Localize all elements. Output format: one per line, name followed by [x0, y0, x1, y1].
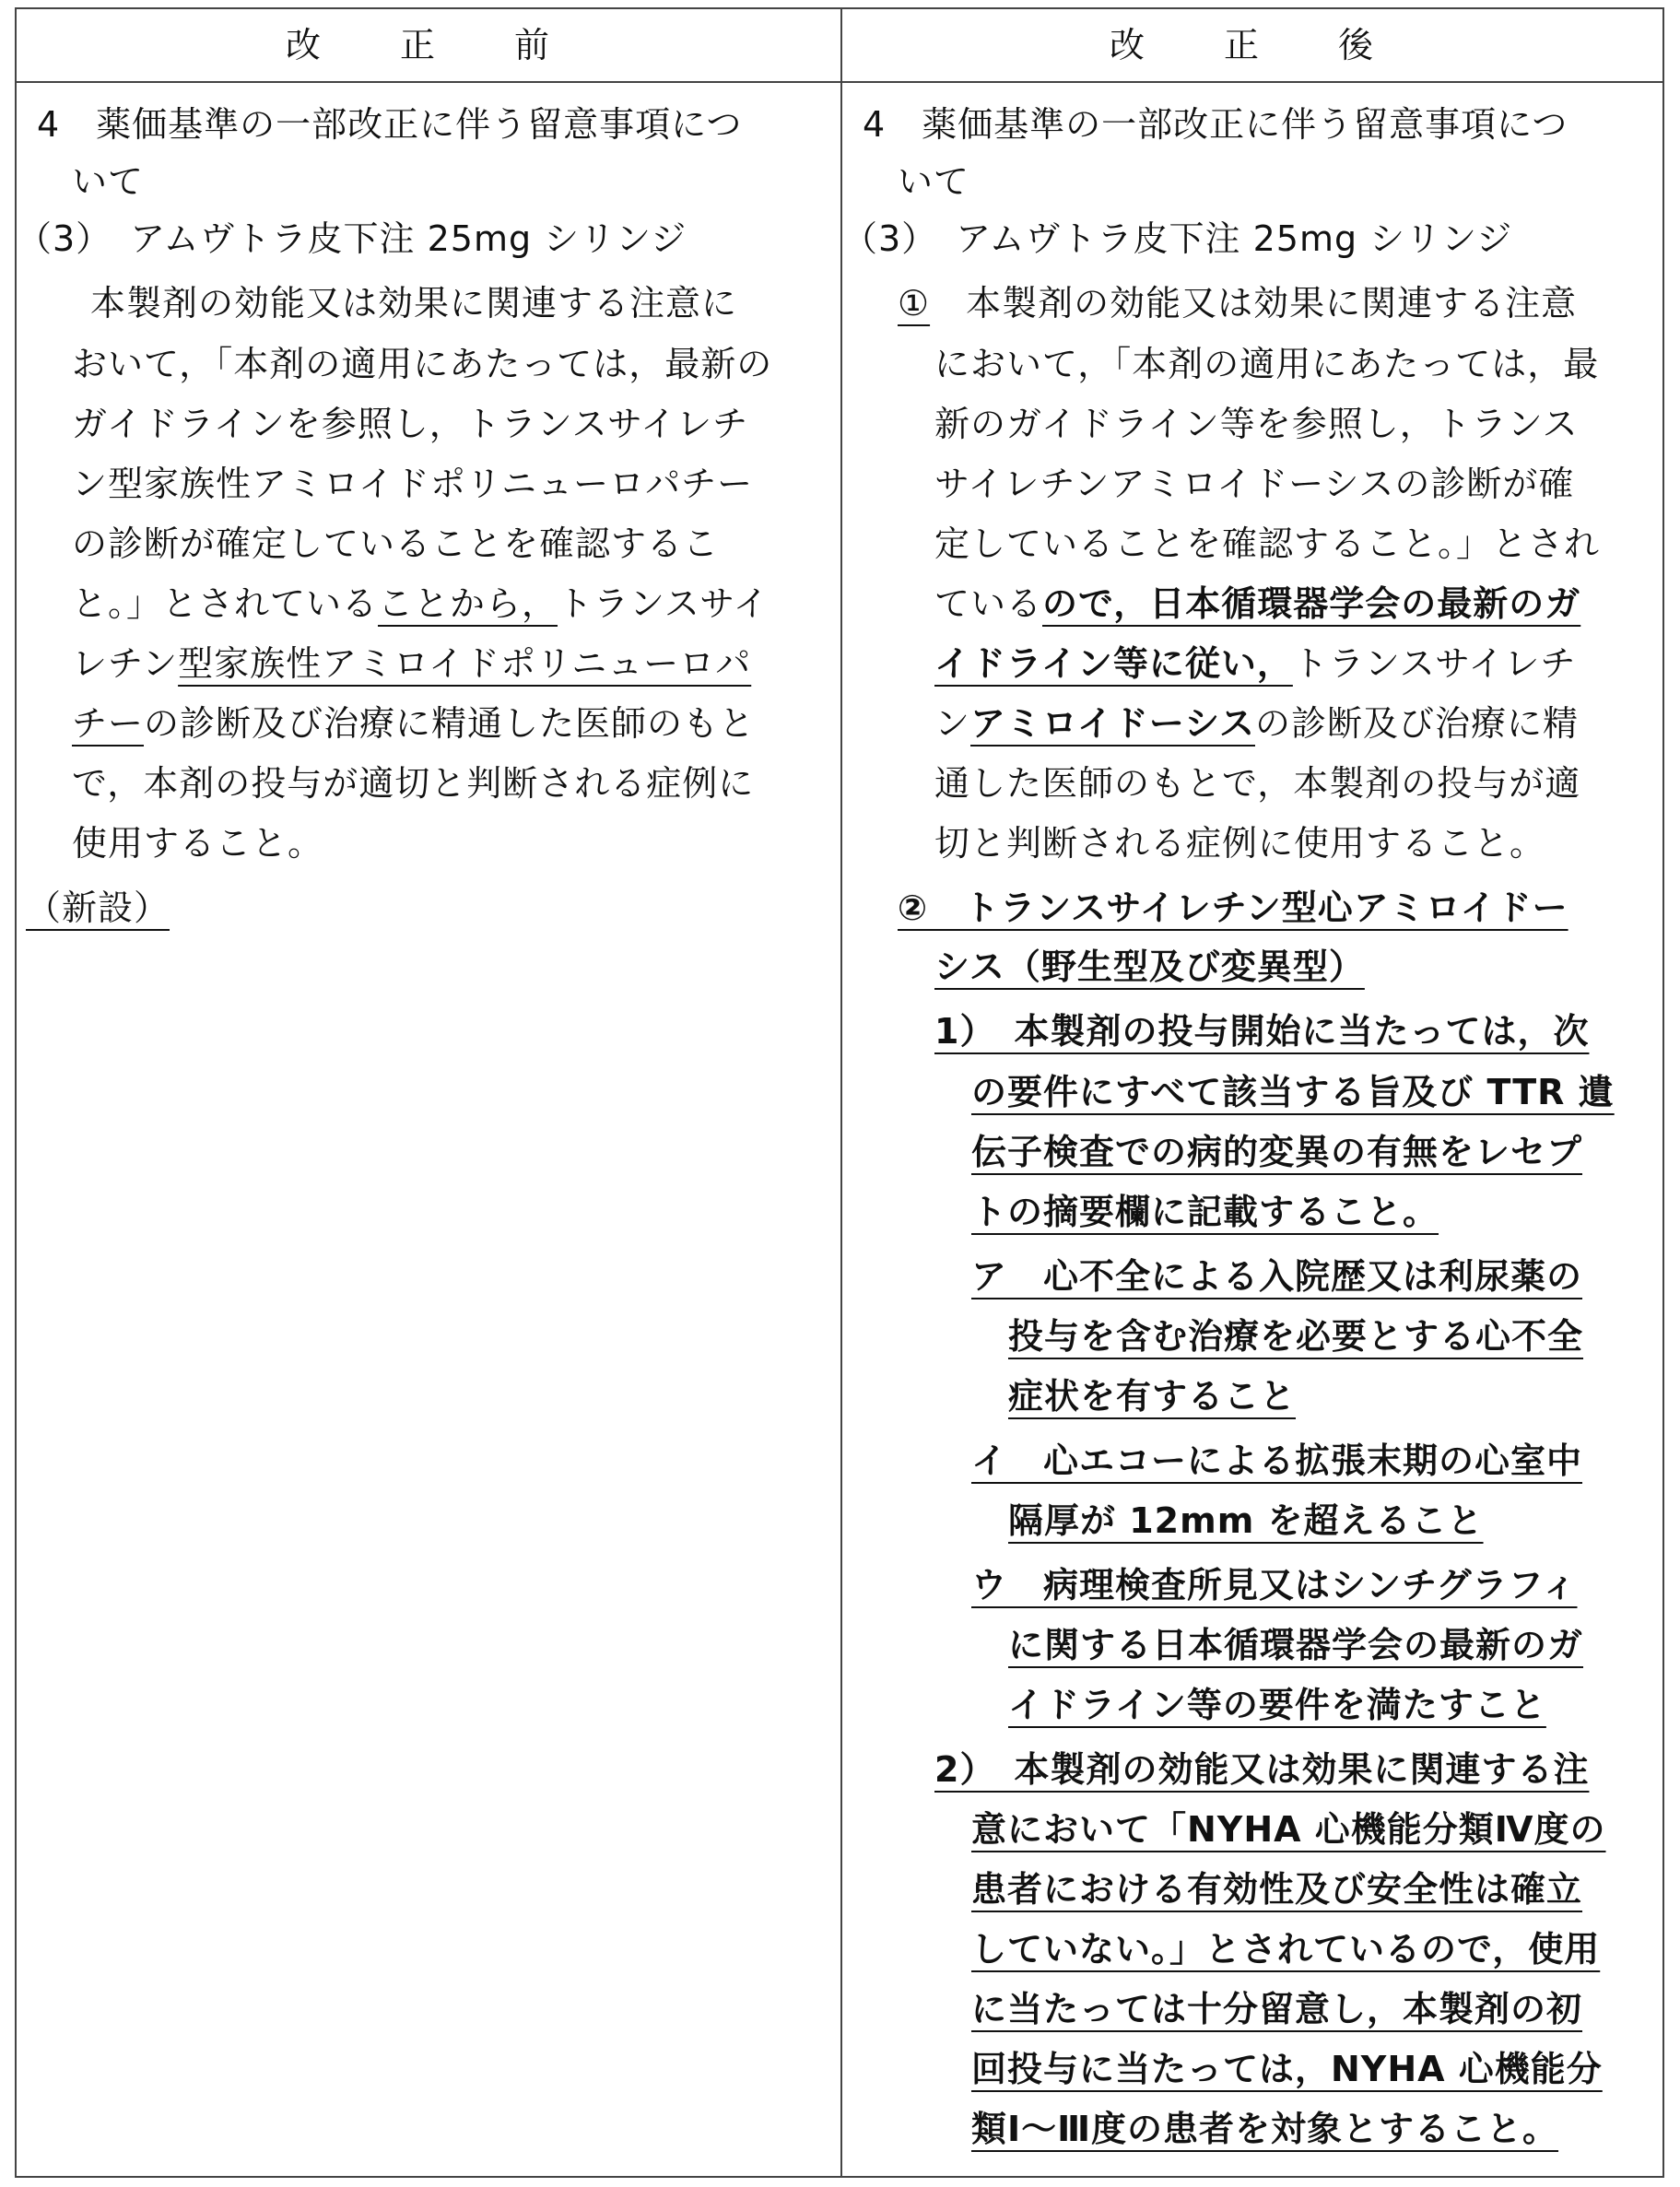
text-segment: （3） アムヴトラ皮下注 25mg シリンジ	[842, 218, 1513, 259]
text-line	[72, 397, 748, 451]
text-line	[898, 155, 969, 208]
text-segment: 切と判断される症例に使用すること。	[934, 823, 1546, 864]
text-segment: サイレチンアミロイドーシスの診断が確	[934, 464, 1575, 504]
text-segment: おいて，「本剤の適用にあたっては，最新の	[72, 344, 773, 384]
text-segment: いて	[72, 161, 145, 202]
text-segment: ン型家族性アミロイドポリニューロパチー	[72, 464, 754, 504]
text-line	[971, 1922, 1600, 1976]
text-line	[971, 1250, 1582, 1303]
text-line	[72, 637, 751, 690]
text-line	[72, 757, 754, 810]
text-line	[72, 697, 755, 750]
text-line	[26, 881, 170, 935]
text-line	[934, 1743, 1589, 1796]
text-segment: 4 薬価基準の一部改正に伴う留意事項につ	[863, 104, 1568, 145]
amended-text: ウ 病理検査所見又はシンチグラフィ	[971, 1565, 1578, 1605]
text-segment: 新のガイドライン等を参照し，トランス	[934, 404, 1579, 444]
text-segment: 本製剤の効能又は効果に関連する注意に	[90, 283, 738, 323]
text-segment: 4 薬価基準の一部改正に伴う留意事項につ	[37, 104, 743, 145]
text-line	[934, 817, 1545, 870]
amended-text: ことから，	[378, 583, 558, 624]
text-line	[72, 457, 753, 511]
amended-text: イドライン等の要件を満たすこと	[1008, 1685, 1546, 1725]
text-line	[1008, 1370, 1296, 1423]
text-line	[934, 940, 1365, 994]
text-segment: で，本剤の投与が適切と判断される症例に	[72, 763, 755, 804]
text-segment: いて	[898, 161, 970, 202]
text-segment: レチン	[72, 643, 179, 684]
text-line	[72, 155, 144, 208]
text-segment: の診断及び治療に精通した医師のもと	[144, 703, 756, 744]
text-line	[898, 881, 1568, 935]
text-segment: 通した医師のもとで，本製剤の投与が適	[934, 763, 1581, 804]
text-segment: の診断及び治療に精	[1254, 703, 1579, 744]
amended-text: イドライン等に従い，	[934, 643, 1293, 684]
text-segment: において，「本剤の適用にあたっては，最	[934, 344, 1600, 384]
amended-text: ①	[898, 283, 931, 323]
text-line	[934, 637, 1576, 690]
text-segment: ガイドラインを参照し，トランスサイレチ	[72, 404, 749, 444]
amended-text: に当たっては十分留意し，本製剤の初	[971, 1989, 1583, 2029]
text-line	[971, 1863, 1582, 1916]
text-line	[971, 1982, 1582, 2036]
amended-text: 型家族性アミロイドポリニューロパ	[178, 643, 752, 684]
text-line	[934, 517, 1600, 570]
comparison-table	[15, 7, 1664, 2178]
text-line	[934, 697, 1579, 750]
text-line	[842, 212, 1512, 265]
header-after: 改 正 後	[1109, 25, 1395, 65]
text-segment: 使用すること。	[72, 823, 324, 864]
text-line	[72, 337, 772, 391]
text-segment: （3） アムヴトラ皮下注 25mg シリンジ	[17, 218, 687, 259]
text-line	[934, 1005, 1589, 1058]
text-line	[971, 1065, 1615, 1119]
amended-text: イ 心エコーによる拡張末期の心室中	[971, 1440, 1583, 1481]
text-line	[934, 577, 1580, 630]
text-line	[971, 2042, 1603, 2096]
text-line	[863, 98, 1568, 151]
amended-text: トの摘要欄に記載すること。	[971, 1192, 1439, 1232]
text-line	[37, 98, 742, 151]
text-line	[971, 2102, 1558, 2156]
amended-text: の要件にすべて該当する旨及び TTR 遺	[971, 1072, 1615, 1112]
text-segment: 本製剤の効能又は効果に関連する注意	[930, 283, 1578, 323]
text-segment: の診断が確定していることを確認するこ	[72, 523, 720, 564]
amended-text: ので，日本循環器学会の最新のガ	[1042, 583, 1581, 624]
text-line	[971, 1125, 1582, 1179]
amended-text: 症状を有すること	[1008, 1376, 1297, 1417]
amended-text: 2） 本製剤の効能又は効果に関連する注	[934, 1749, 1590, 1790]
text-segment: と。」とされている	[72, 583, 379, 624]
text-line	[934, 457, 1574, 511]
amended-text: 意において「NYHA 心機能分類Ⅳ度の	[971, 1809, 1606, 1850]
text-segment: トランスサイ	[558, 583, 770, 624]
amended-text: 類Ⅰ～Ⅲ度の患者を対象とすること。	[971, 2109, 1559, 2149]
text-line	[1008, 1618, 1583, 1672]
amended-text: 回投与に当たっては，NYHA 心機能分	[971, 2049, 1603, 2089]
header-before: 改 正 前	[285, 25, 571, 65]
column-after	[842, 83, 1662, 2175]
text-line	[898, 276, 1577, 330]
text-line	[971, 1185, 1439, 1239]
text-segment: ている	[934, 583, 1043, 624]
text-line	[934, 337, 1599, 391]
text-line	[971, 1434, 1582, 1487]
text-line	[971, 1803, 1606, 1856]
text-line	[72, 517, 719, 570]
text-line	[72, 577, 769, 630]
text-line	[17, 212, 687, 265]
text-segment: トランスサイレチ	[1292, 643, 1577, 684]
amended-text: 1） 本製剤の投与開始に当たっては，次	[934, 1011, 1590, 1052]
text-line	[934, 397, 1579, 451]
text-line	[72, 817, 323, 870]
amended-text: 患者における有効性及び安全性は確立	[971, 1869, 1583, 1910]
amended-text: 伝子検査での病的変異の有無をレセプ	[971, 1132, 1583, 1172]
amended-text: チー	[72, 703, 145, 744]
text-line	[934, 757, 1580, 810]
text-line	[1008, 1494, 1484, 1547]
text-line	[90, 276, 737, 330]
text-line	[1008, 1678, 1546, 1732]
table-header-row	[17, 9, 1662, 83]
amended-text: シス（野生型及び変異型）	[934, 947, 1365, 987]
text-line	[971, 1558, 1578, 1612]
amended-text: に関する日本循環器学会の最新のガ	[1008, 1625, 1584, 1665]
amended-text: アミロイドーシス	[970, 703, 1255, 744]
text-segment: ン	[934, 703, 971, 744]
amended-text: していない。」とされているので，使用	[971, 1929, 1601, 1969]
column-before	[17, 83, 840, 2175]
amended-text: 隔厚が 12mm を超えること	[1008, 1500, 1484, 1541]
text-line	[1008, 1310, 1583, 1363]
amended-text: 投与を含む治療を必要とする心不全	[1008, 1316, 1584, 1357]
amended-text: （新設）	[26, 888, 170, 928]
amended-text: ② トランスサイレチン型心アミロイドー	[898, 888, 1568, 928]
amended-text: ア 心不全による入院歴又は利尿薬の	[971, 1256, 1583, 1297]
text-segment: 定していることを確認すること。」とされ	[934, 523, 1601, 564]
